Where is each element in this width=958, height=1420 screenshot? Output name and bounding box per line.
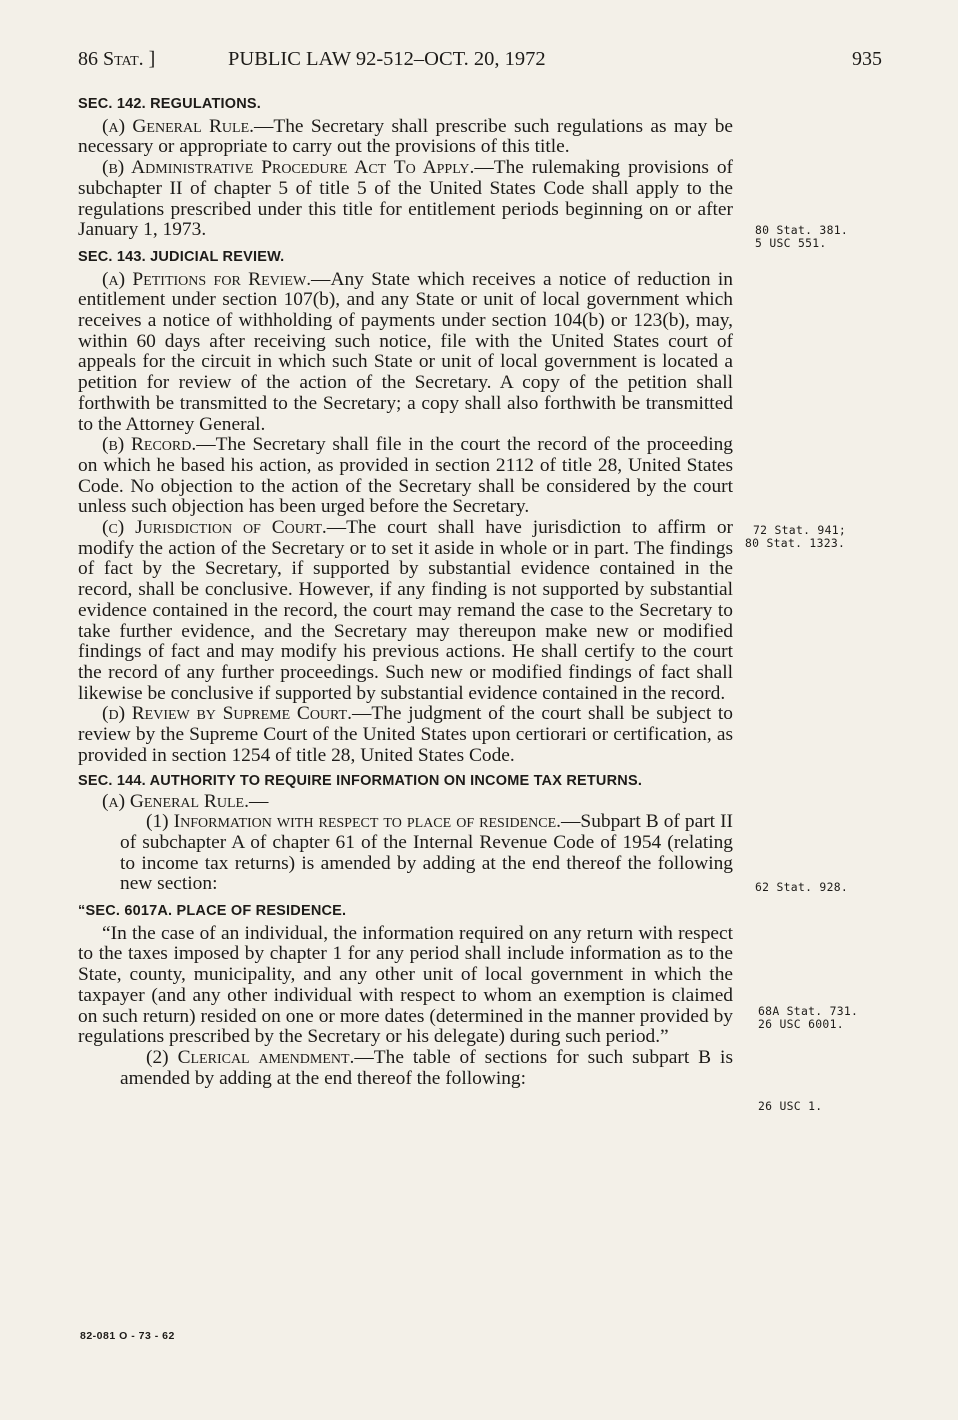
quoted-section-heading: “SEC. 6017A. PLACE OF RESIDENCE. [78,903,347,920]
margin-note-line: 26 USC 6001. [758,1017,844,1031]
print-code-footer: 82-081 O - 73 - 62 [80,1330,175,1342]
margin-note-line: 80 Stat. 381. [755,223,849,237]
paragraph-144a1 [78,812,733,895]
margin-note-3 [755,881,875,894]
paragraph-heading: (a) General Rule. [102,115,254,137]
margin-note-2 [745,524,865,550]
quoted-section-text: “In the case of an individual, the information required on any return with respect to the taxes imposed by chapter 1 for any period shall include information as to the State, county, municipality, and any other unit of local government in which the taxpayer (and any other individual with respect to whom an exemption is claimed on such return) resided on one or more dates (determined in the manner provided by regulations prescribed by the Secretary or his delegate) during such period.” [78,922,733,1048]
margin-note-1 [755,224,875,250]
paragraph-heading: (c) Jurisdiction of Court. [102,517,327,539]
paragraph-text: —Subpart B of part II of subchapter A of chapter 61 of the Internal Revenue Code of 1954 (relating to income tax returns) is amended by adding at the end thereof the following new section: [120,811,733,895]
paragraph-143a [78,270,733,436]
page-title: PUBLIC LAW 92-512–OCT. 20, 1972 [228,48,546,70]
paragraph-heading: (a) General Rule. [102,790,249,812]
paragraph-142b [78,158,733,241]
page-number: 935 [852,48,882,70]
margin-note-line: 72 Stat. 941; [753,523,847,537]
margin-note-line: 62 Stat. 928. [755,880,849,894]
paragraph-142a [78,117,733,158]
law-text [78,94,733,1089]
paragraph-text: —The Secretary shall file in the court the record of the proceeding on which he based his action, as provided in section 2112 of title 28, United States Code. No objection to the action of the Secretary shall be considered by the court unless such objection has been urged before the Secretary. [78,434,733,518]
paragraph-text: —The court shall have jurisdiction to affirm or modify the action of the Secretary or to set it aside in whole or in part. The findings of fact by the Secretary, if supported by substantial evidence contained in the record, shall be conclusive. However, if any finding is not supported by substantial evidence contained in the record, the court may remand the case to the Secretary to take further evidence, and the Secretary may thereupon make new or modified findings of fact and may modify his previous actions. He shall certify to the court the record of any further proceedings. Such new or modified findings of fact shall likewise be conclusive if supported by substantial evidence contained in the record. [78,517,733,704]
paragraph-143d [78,704,733,766]
paragraph-143c [78,518,733,704]
margin-note-line: 5 USC 551. [755,236,827,250]
paragraph-144a [78,792,733,813]
paragraph-heading: (a) Petitions for Review. [102,268,312,290]
margin-note-line: 80 Stat. 1323. [745,536,846,550]
paragraph-144a2 [78,1048,733,1089]
volume-reference: 86 Stat. ] [78,48,156,70]
paragraph-heading: (d) Review by Supreme Court. [102,703,352,725]
paragraph-143b [78,435,733,518]
paragraph-text: —The Secretary shall prescribe such regulations as may be necessary or appropriate to carry out the provisions of this title. [78,115,733,158]
paragraph-text: — [248,790,269,812]
paragraph-text: —The table of sections for such subpart B is amended by adding at the end thereof the following: [120,1046,733,1089]
paragraph-heading: (2) Clerical amendment. [146,1046,355,1068]
margin-note-line: 68A Stat. 731. [758,1004,859,1018]
section-heading-143: SEC. 143. JUDICIAL REVIEW. [78,248,285,265]
paragraph-heading: (b) Record. [102,434,197,456]
paragraph-heading: (1) Information with respect to place of residence. [146,811,562,833]
section-heading-142: SEC. 142. REGULATIONS. [78,96,262,112]
margin-note-5 [758,1100,878,1113]
section-heading-144: SEC. 144. AUTHORITY TO REQUIRE INFORMATION ON INCOME TAX RETURNS. [78,772,643,789]
paragraph-heading: (b) Administrative Procedure Act To Apply. [102,157,475,179]
margin-note-4 [758,1005,878,1031]
margin-note-line: 26 USC 1. [758,1099,823,1113]
running-header [78,48,882,74]
paragraph-text: —The rulemaking provisions of subchapter II of chapter 5 of title 5 of the United States Code shall apply to the regulations prescribed under this title for entitlement periods beginning on or after January 1, 1973. [78,157,733,241]
paragraph-text: —Any State which receives a notice of reduction in entitlement under section 107(b), and any State or unit of local government which receives a notice of withholding of payments under section 104(b) or 123(b), may, within 60 days after receiving such notice, file with the United States court of appeals for the circuit in which such State or unit of local government is located a petition for review of the action of the Secretary. A copy of the petition shall forthwith be transmitted to the Secretary; a copy shall also forthwith be transmitted to the Attorney General. [78,268,733,435]
paragraph-text: —The judgment of the court shall be subject to review by the Supreme Court of the United States upon certiorari or certification, as provided in section 1254 of title 28, United States Code. [78,703,733,766]
